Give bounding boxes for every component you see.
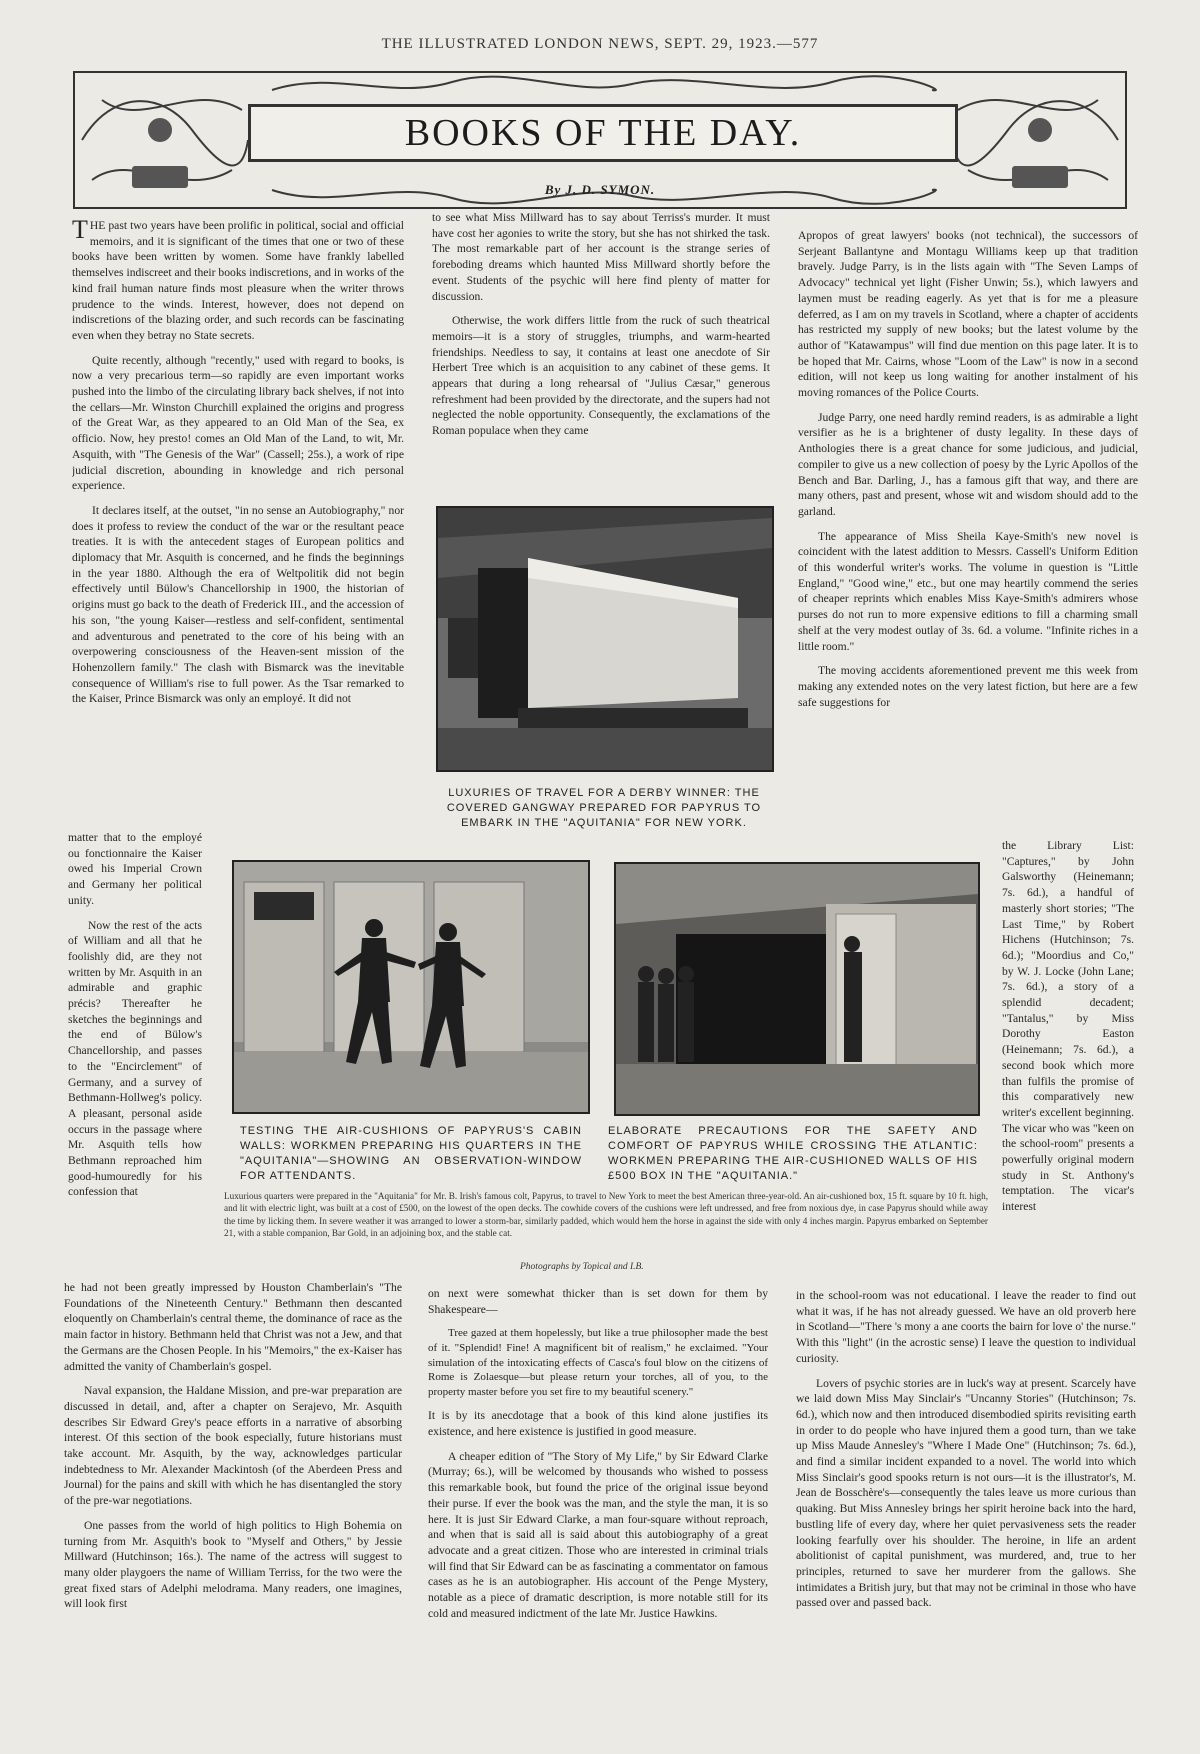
column-2-top <box>432 210 770 496</box>
page-title: BOOKS OF THE DAY. <box>248 104 958 162</box>
paragraph: It is by its anecdotage that a book of this kind alone justifies its existence, and here existence is justified in good measure. <box>428 1409 768 1439</box>
photo-cushioned-box <box>614 862 980 1116</box>
column-1-narrow <box>68 830 202 1278</box>
column-3-bottom <box>796 1288 1136 1724</box>
photo-workmen-cushions <box>232 860 590 1114</box>
paragraph: in the school-room was not educational. I leave the reader to find out what it was, if he has not already guessed. We have an old proverb here in Scotland—"There 's mony a ane coorts the bairn for love o' the nurse." With this "light" (in the acrostic sense) I leave the question to individual curiosity. <box>796 1289 1136 1365</box>
photo-note: Luxurious quarters were prepared in the "Aquitania" for Mr. B. Irish's famous colt, Papyrus, to travel to New York to meet the best American three-year-old. An air-cushioned box, 15 ft. square by 10 ft. high, and lit with electric light, was built at a cost of £500, on the lowest of the open decks. The cowhide covers of the cushions were left undressed, and free from noxious dye, in case Papyrus should while away the time by licking them. In severe weather it was arranged to lower a storm-bar, similarly padded, which would hem the horse in against the side with only 4 inches margin. Papyrus embarked on September 21, with a stable companion, Bar Gold, in an adjoining box, and the stable cat. <box>224 1191 988 1238</box>
paragraph: Tree gazed at them hopelessly, but like a true philosopher made the best of it. "Splendid! Fine! A magnificent bit of realism," he exclaimed. "Your simulation of the intoxicating effects of Casca's foul blow on the citizens of Rome is Zolaesque—but please return your torches, all of you, to the property master before you set fire to my beautiful scenery." <box>428 1327 768 1398</box>
caption-right: ELABORATE PRECAUTIONS FOR THE SAFETY AND COMFORT OF PAPYRUS WHILE CROSSING THE ATLANTIC: WORKMEN PREPARING THE AIR-CUSHIONED WALLS OF HIS £500 BOX IN THE "AQUITANIA." <box>608 1125 978 1182</box>
paragraph: The appearance of Miss Sheila Kaye-Smith's new novel is coincident with the latest addition to Messrs. Cassell's Uniform Edition of this wonderful writer's works. The volume in question is "Little England," "Good wine," etc., but one may heartily commend the series of cheaper reprints which enables Miss Kaye-Smith's admirers whose purses do not run to more expensive editions to fill a charming small shelf at the very modest outlay of 3s. 6d. a volume. "Infinite riches in a little room." <box>798 529 1138 653</box>
paragraph: Judge Parry, one need hardly remind readers, is as admirable a light versifier as he is a brightener of dusty legality. In these days of Anthologies there is a great chance for some judicious, and judicial, compiler to give us a new collection of poesy by the Lyric Apollos of the Bench and Bar. Darling, J., has a famous gift that way, and there are many others, past and present, whose wit and wisdom should add to the garland. <box>798 410 1138 518</box>
paragraph: he had not been greatly impressed by Houston Chamberlain's "The Foundations of the Nineteenth Century." Bethmann then descanted eloquently on Chamberlain's central theme, the dominance of race as the main factor in history. Bethmann held that Christ was not a Jew, and that the Germans are the Chosen People. In his "Memoirs," the ex-Kaiser has admitted the vanity of Chamberlain's gospel. <box>64 1281 402 1373</box>
paragraph: Now the rest of the acts of William and all that he foolishly did, are they not written by Mr. Asquith in an admirable and graphic précis? Thereafter he sketches the beginnings and the end of Bülow's Chancellorship, and passes to the "Encirclement" of Germany, and a survey of Bethmann-Hollweg's policy. A pleasant, personal aside occurs in the passage where Mr. Asquith tells how Bethmann reproached him good-humouredly for his confession that <box>68 918 202 1199</box>
paragraph: Naval expansion, the Haldane Mission, and pre-war preparation are discussed in detail, and, after a chapter on Serajevo, Mr. Asquith describes Sir Edward Grey's peace efforts in a narrative of absorbing interest. Of this section of the book especially, future historians must take account. Mr. Asquith, by the way, acknowledges particular indebtedness to Mr. Alexander Mackintosh (of the Aberdeen Press and Journal) for the pains and skill with which he has disentangled the story of the pre-war negotiations. <box>64 1384 402 1508</box>
caption-top: LUXURIES OF TRAVEL FOR A DERBY WINNER: THE COVERED GANGWAY PREPARED FOR PAPYRUS TO EMBARK IN THE "AQUITANIA" FOR NEW YORK. <box>446 787 762 829</box>
paragraph: matter that to the employé ou fonctionnaire the Kaiser owed his Imperial Crown and Germany her political unity. <box>68 831 202 907</box>
column-3-top <box>798 228 1138 848</box>
column-2-bottom <box>428 1286 768 1722</box>
paragraph: It declares itself, at the outset, "in no sense an Autobiography," nor does it profess to review the conduct of the war or the resultant peace treaties. It is with the antecedent stages of European politics and diplomacy that Mr. Asquith is concerned, and he finds the beginnings in the year 1880. Although the era of Weltpolitik did not begin effectively until Bülow's Chancellorship in 1900, the historian of origins must go back to the death of Frederick III., and the accession of his son, "the young Kaiser—restless and self-confident, sentimental and adventurous and penetrated to the core of his being with an overpowering consciousness of the Heaven-sent mission of the Hohenzollern family." The clash with Bismarck was the inevitable consequence of William's rise to full power. As the Tsar remarked to the Kaiser, Prince Bismarck was only an employé. It did not <box>72 503 404 706</box>
column-1-bottom <box>64 1280 402 1720</box>
column-1-top <box>72 218 404 830</box>
paragraph: Apropos of great lawyers' books (not technical), the successors of Serjeant Ballantyne and Montagu Williams keep up that tradition bravely. Judge Parry, is in the lists again with "The Seven Lamps of Advocacy" technical yet light (Fisher Unwin; 5s.), which lawyers and laymen must be reading eagerly. As yet that is for me a pleasure deferred, as I am on my travels in Scotland, where a chapter of accidents has restricted my supply of new books; but the latest volume by the author of "Katawampus" will find due mention on this page later. It is to be hoped that Mr. Cairns, whose "Loom of the Law" is now in a second edition, will not keep us long waiting for another instalment of his moving romances of the Police Courts. <box>798 229 1138 400</box>
photo-credit: Photographs by Topical and I.B. <box>520 1262 644 1272</box>
paragraph: to see what Miss Millward has to say about Terriss's murder. It must have cost her agonies to write the story, but she has not shirked the task. The most remarkable part of her account is the strange series of foreboding dreams which haunted Miss Millward shortly before the event. Students of the psychic will here find plenty of matter for discussion. <box>432 211 770 303</box>
paragraph: on next were somewhat thicker than is set down for them by Shakespeare— <box>428 1287 768 1316</box>
paragraph: The moving accidents aforementioned prevent me this week from making any extended notes on the very latest fiction, but here are a few safe suggestions for <box>798 664 1138 709</box>
paragraph: Lovers of psychic stories are in luck's way at present. Scarcely have we laid down Miss May Sinclair's "Uncanny Stories" (Hutchinson; 7s. 6d.), which now and then introduced disembodied spirits revisiting earth in order to do people who have injured them a good turn, than we take up Miss Maude Annesley's "Where I Made One" (Hutchinson; 7s. 6d.), and find a similar incident expanded to a novel. The world into which Miss Sinclair's good spooks return is not ours—it is the illustrator's, M. Jean de Bosschère's—consequently the tales leave us more curious than quaking. But Miss Annesley brings her spirit heroine back into the hard, bustling life of every day, where her quiet pervasiveness sets the reader looking fearfully over his shoulder. The heroine, in life an ardent abolitionist of capital punishment, was murdered, and, true to her principles, returned to save her murderer from the gallows. She intimidates a British jury, but that may not be criminal in those who have passed over and passed back. <box>796 1376 1136 1610</box>
paragraph: Quite recently, although "recently," used with regard to books, is now a very precarious term—so rapidly are even important works pushed into the limbo of the circulating library back shelves, if not into the cellars—Mr. Winston Churchill explained the origins and progress of the Great War, as they appeared to an Old Man of the Sea, ex officio. Now, hey presto! comes an Old Man of the Land, to wit, Mr. Asquith, with "The Genesis of the War" (Cassell; 25s.), a work of ripe judicial discretion, abounding in knowledge and rich personal experience. <box>72 353 404 493</box>
paragraph: A cheaper edition of "The Story of My Life," by Sir Edward Clarke (Murray; 6s.), will be welcomed by thousands who wished to possess this remarkable book, but found the price of the original issue beyond their purse. If ever the book was the man, and the style the man, it is so here. It is just Sir Edward Clarke, a man four-square without reproach, and when that is said all is said about this autobiography of a great advocate and a great citizen. Those who are interested in criminal trials will find that Sir Edward can be as fascinating a commentator on famous cases as he is an autobiographer. His account of the Penge Mystery, notable as a piece of dramatic description, is more notable still for its cold and measured indictment of the late Mr. Justice Hawkins. <box>428 1449 768 1620</box>
paragraph: the Library List: "Captures," by John Galsworthy (Heinemann; 7s. 6d.), a handful of masterly short stories; "The Last Time," by Robert Hichens (Hutchinson; 7s. 6d.); "Moordius and Co," by W. J. Locke (John Lane; 7s. 6d.), a story of a splendid decadent; "Tantalus," by Miss Dorothy Easton (Heinemann; 7s. 6d.), a second book which more than fulfils the promise of this comparatively new writer's excellent beginning. The vicar who was "keen on the school-room" presents a powerfully original modern study in St. Anthony's temptation. The vicar's interest <box>1002 839 1134 1214</box>
masthead: THE ILLUSTRATED LONDON NEWS, SEPT. 29, 1923.—577 <box>381 36 819 52</box>
column-3-narrow <box>1002 838 1134 1286</box>
byline: By J. D. SYMON. <box>544 182 656 197</box>
paragraph: Otherwise, the work differs little from the ruck of such theatrical memoirs—it is a story of struggles, triumphs, and warm-hearted friendships. Needless to say, it contains at least one anecdote of Sir Herbert Tree which is an acquisition to any cabinet of these gems. It appears that during a long rehearsal of "Julius Cæsar," generous refreshment had been provided by the directorate, and the supers had not neglected the noble opportunity. Consequently, the exclamations of the Roman populace when they came <box>432 314 770 438</box>
photo-gangway <box>436 506 774 772</box>
paragraph: THE past two years have been prolific in political, social and official memoirs, and it is significant of the times that one or two of these books have been written by women. Some have frankly labelled themselves indiscreet and their books indiscretions, and in works of the kind frail human nature finds most pleasure when the writer throws prudence to the winds. Interest, however, does not depend on indiscretions of the blazing order, and such records can be fascinating even when they betray no State secrets. <box>72 218 404 342</box>
caption-left: TESTING THE AIR-CUSHIONS OF PAPYRUS'S CABIN WALLS: WORKMEN PREPARING HIS QUARTERS IN THE "AQUITANIA"—SHOWING AN OBSERVATION-WINDOW FOR ATTENDANTS. <box>240 1125 582 1182</box>
paragraph: One passes from the world of high politics to High Bohemia on turning from Mr. Asquith's book to "Myself and Others," by Jessie Millward (Hutchinson; 16s.). The name of the actress will suggest to many older playgoers the name of William Terriss, for the two were the great fixed stars of Adelphi melodrama. Many readers, one imagines, will look first <box>64 1518 402 1611</box>
